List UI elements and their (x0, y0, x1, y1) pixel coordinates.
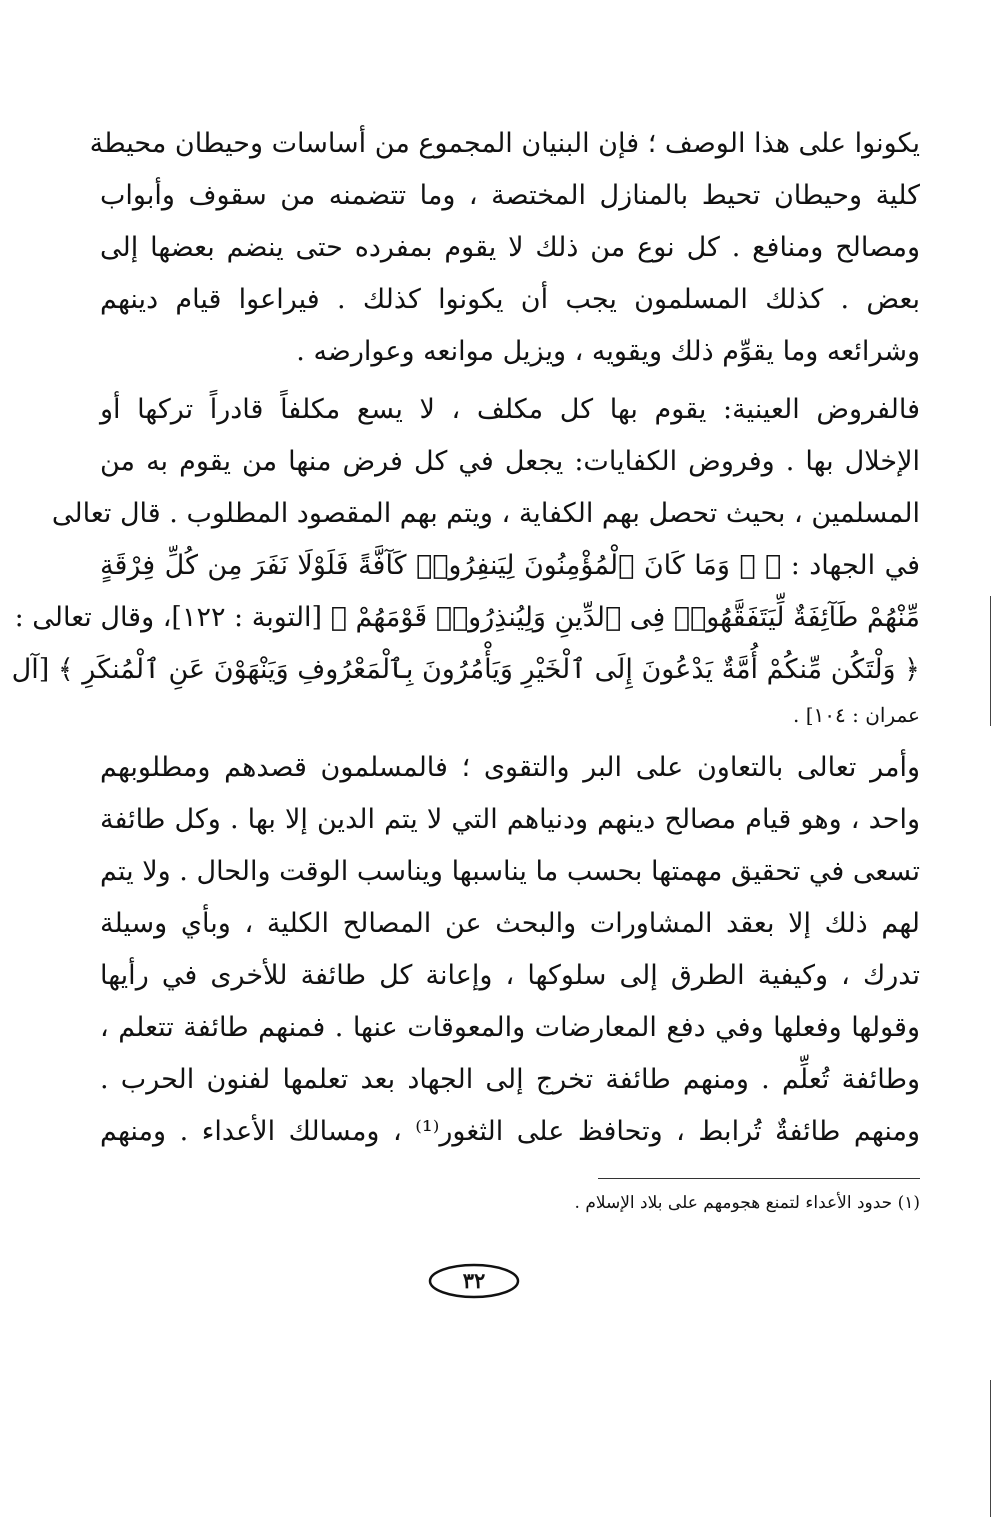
text-line: المسلمين ، بحيث تحصل بهم الكفاية ، ويتم بهم المقصود المطلوب . قال تعالى (51, 498, 920, 529)
footnote: (١) حدود الأعداء لتمنع هجومهم على بلاد الإسلام . (574, 1193, 920, 1213)
text-line: بعض . كذلك المسلمون يجب أن يكونوا كذلك . فيراعوا قيام دينهم (100, 284, 920, 315)
text-line: ومنهم طائفةٌ تُرابط ، وتحافظ على الثغور⁽¹⁾ ، ومسالك الأعداء . ومنهم (100, 1116, 920, 1147)
text-line: وشرائعه وما يقوِّم ذلك ويقويه ، ويزيل موانعه وعوارضه . (296, 336, 920, 367)
quran-verse-line: في الجهاد : ﴿ ۞ وَمَا كَانَ ٱلْمُؤْمِنُونَ لِيَنفِرُوا۟ كَآفَّةً فَلَوْلَا نَفَرَ مِن كُلِّ فِرْقَةٍ (100, 550, 920, 581)
scan-edge-line (990, 1380, 991, 1517)
text-line: وأمر تعالى بالتعاون على البر والتقوى ؛ فالمسلمون قصدهم ومطلوبهم (100, 752, 920, 783)
text-line: تدرك ، وكيفية الطرق إلى سلوكها ، وإعانة كل طائفة للأخرى في رأيها (100, 960, 920, 991)
text-line: يكونوا على هذا الوصف ؛ فإن البنيان المجموع من أساسات وحيطان محيطة (89, 128, 920, 159)
verse-citation-line: عمران : ١٠٤] . (793, 703, 920, 727)
text-line: واحد ، وهو قيام مصالح دينهم ودنياهم التي لا يتم الدين إلا بها . وكل طائفة (100, 804, 920, 835)
text-line: تسعى في تحقيق مهمتها بحسب ما يناسبها ويناسب الوقت والحال . ولا يتم (100, 856, 920, 887)
page-number: ٣٢ (462, 1268, 486, 1293)
text-line: ومصالح ومنافع . كل نوع من ذلك لا يقوم بمفرده حتى ينضم بعضها إلى (100, 232, 920, 263)
paragraph-3 (100, 742, 920, 1158)
text-line: وطائفة تُعلِّم . ومنهم طائفة تخرج إلى الجهاد بعد تعلمها لفنون الحرب . (100, 1064, 920, 1095)
paragraph-1 (89, 118, 920, 378)
text-line: لهم ذلك إلا بعقد المشاورات والبحث عن المصالح الكلية ، وبأي وسيلة (100, 908, 920, 939)
quran-verse-line: ﴿ وَلْتَكُن مِّنكُمْ أُمَّةٌ يَدْعُونَ إِلَى ٱلْخَيْرِ وَيَأْمُرُونَ بِٱلْمَعْرُوفِ وَيَنْهَوْنَ عَنِ ٱلْمُنكَرِ ﴾ [آل (11, 654, 920, 685)
text-line: وقولها وفعلها وفي دفع المعارضات والمعوقات عنها . فمنهم طائفة تتعلم ، (100, 1012, 920, 1043)
quran-verse-line: مِّنْهُمْ طَآئِفَةٌ لِّيَتَفَقَّهُوا۟ فِى ٱلدِّينِ وَلِيُنذِرُوا۟ قَوْمَهُمْ ﴾ [التوبة : ١٢٢]، وقال تعالى : (14, 602, 920, 633)
paragraph-2 (11, 384, 920, 734)
scan-edge-line (990, 596, 991, 726)
footnote-divider (598, 1178, 920, 1179)
page-number-badge (428, 1263, 520, 1299)
text-line: فالفروض العينية: يقوم بها كل مكلف ، لا يسع مكلفاً قادراً تركها أو (100, 394, 920, 425)
text-line: الإخلال بها . وفروض الكفايات: يجعل في كل فرض منها من يقوم به من (100, 446, 920, 477)
text-line: كلية وحيطان تحيط بالمنازل المختصة ، وما تتضمنه من سقوف وأبواب (100, 180, 920, 211)
